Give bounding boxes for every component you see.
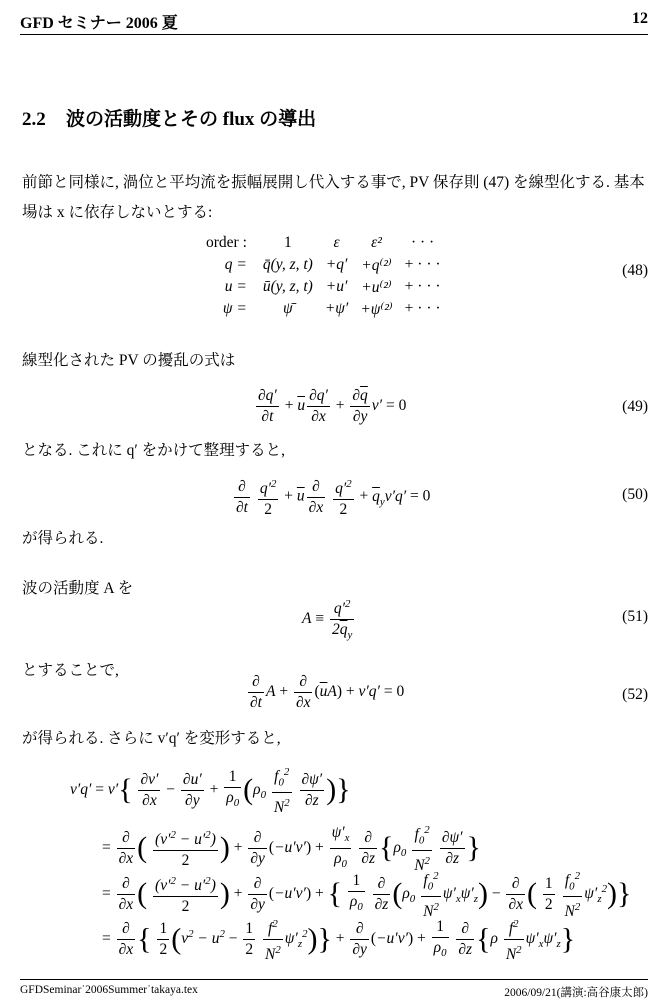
table-cell: +ψ⁽²⁾ <box>360 300 393 318</box>
header-title: GFD セミナー 2006 夏 <box>20 15 178 32</box>
paragraph-2: 線型化された PV の擾乱の式は <box>22 352 236 369</box>
table-cell: +u⁽²⁾ <box>361 278 392 296</box>
section-title: 波の活動度とその flux の導出 <box>66 109 317 130</box>
table-cell: + · · · <box>404 300 441 317</box>
table-cell: ū(y, z, t) <box>262 278 313 295</box>
equation-number: (49) <box>622 398 648 415</box>
section-number: 2.2 <box>22 109 46 130</box>
paragraph-1: 前節と同様に, 渦位と平均流を振幅展開し代入する事で, PV 保存則 (47) を線型化する. 基本場は x に依存しないとする: <box>22 174 645 221</box>
table-cell: +u′ <box>325 278 348 295</box>
expansion-table <box>200 232 447 320</box>
table-cell: ε² <box>371 234 382 251</box>
paragraph-7: が得られる. さらに v′q′ を変形すると, <box>22 730 281 747</box>
table-cell: + · · · <box>404 278 441 295</box>
footer-date: 2006/09/21(講演:高谷康太郎) <box>504 987 648 999</box>
table-row <box>200 276 447 298</box>
table-cell: order : <box>206 234 247 251</box>
equation-51: A ≡ $\frac{q'^2}{2\overline{q}_y}$ <box>302 594 356 645</box>
paragraph-6: とすることで, <box>22 662 119 679</box>
equation-number: (51) <box>622 608 648 625</box>
equation-number: (50) <box>622 486 648 503</box>
table-cell: q = <box>224 256 247 273</box>
table-cell: ε <box>333 234 340 251</box>
page-footer <box>20 979 648 1002</box>
table-cell: 1 <box>283 234 292 251</box>
equation-number: (52) <box>622 686 648 703</box>
equation-52: $\frac{\partial}{\partial t}$ A + $\frac{\partial}{\partial x}$ $(\overline{u}A) + v'q' = 0$ <box>250 673 405 711</box>
derivation-line-3: = $\frac{\partial}{\partial x}$ ( $\frac{(v'^2 - u'^2)}{2}$ ) + $\frac{\partial}{\partial y}$ (−u′v′) + { $\frac{1}{\rho_0}$ $\frac{\partial}{\partial z}$ ($\rho_0$ $\frac{f_0^2}{N^2}$ $\psi'_x\psi'_z$) − $\frac{\partial}{\partial x}$ ( $\frac{1}{2}$ $\frac{f_0^2}{N^2}$ $\psi'_z^2$)} <box>102 866 631 922</box>
page-header <box>20 10 648 35</box>
paragraph-5: 波の活動度 A を <box>22 580 134 597</box>
paragraph-3: となる. これに q′ をかけて整理すると, <box>22 442 286 459</box>
table-cell: +q′ <box>325 256 348 273</box>
page-number: 12 <box>632 10 648 27</box>
section-heading <box>22 104 316 131</box>
equation-50: $\frac{\partial}{\partial t}$ $\frac{q'^2}{2}$ + $\overline{u}$ $\frac{\partial}{\partial x}$ $\frac{q'^2}{2}$ + $\overline{q}_yv'q' = 0$ <box>232 474 430 520</box>
table-cell: q̄(y, z, t) <box>262 256 313 273</box>
table-cell: +ψ′ <box>324 300 349 317</box>
derivation-line-2: = $\frac{\partial}{\partial x}$ ( $\frac{(v'^2 - u'^2)}{2}$ ) + $\frac{\partial}{\partial y}$ (−u′v′) + $\frac{\psi'_x}{\rho_0}$ $\frac{\partial}{\partial z}$ {$\rho_0$ $\frac{f_0^2}{N^2}$ $\frac{\partial\psi'}{\partial z}$ } <box>102 820 481 876</box>
derivation-line-4: = $\frac{\partial}{\partial x}$ { $\frac{1}{2}$ ($v^2 - u^2$ − $\frac{1}{2}$ $\frac{f^2}{N^2}$ $\psi'_z^2$)} + $\frac{\partial}{\partial y}$ (−u′v′) + $\frac{1}{\rho_0}$ $\frac{\partial}{\partial z}$ {ρ $\frac{f^2}{N^2}$ $\psi'_x\psi'_z$} <box>102 914 575 965</box>
equation-49: $\frac{\partial q'}{\partial t}$ + $\overline{u}$ $\frac{\partial q'}{\partial x}$ + $\frac{\partial\overline{q}}{\partial y}$ v′ = 0 <box>258 387 407 425</box>
table-cell: + · · · <box>404 256 441 273</box>
table-cell: · · · <box>410 234 435 251</box>
footer-filename: GFDSeminar˙2006Summer˙takaya.tex <box>20 984 198 996</box>
derivation-line-1: v′q′ = v′{ $\frac{\partial v'}{\partial x}$ − $\frac{\partial u'}{\partial y}$ + $\frac{1}{\rho_0}$ ($\rho_0$ $\frac{f_0^2}{N^2}$ $\frac{\partial\psi'}{\partial z}$ )} <box>70 762 351 818</box>
table-cell: u = <box>224 278 247 295</box>
table-cell: ψ̄ <box>283 300 293 317</box>
table-row <box>200 254 447 276</box>
equation-number: (48) <box>622 262 648 279</box>
table-row <box>200 298 447 320</box>
table-cell: +q⁽²⁾ <box>361 256 392 274</box>
paragraph-4: が得られる. <box>22 530 104 547</box>
table-cell: ψ = <box>222 300 247 317</box>
table-row <box>200 232 447 254</box>
